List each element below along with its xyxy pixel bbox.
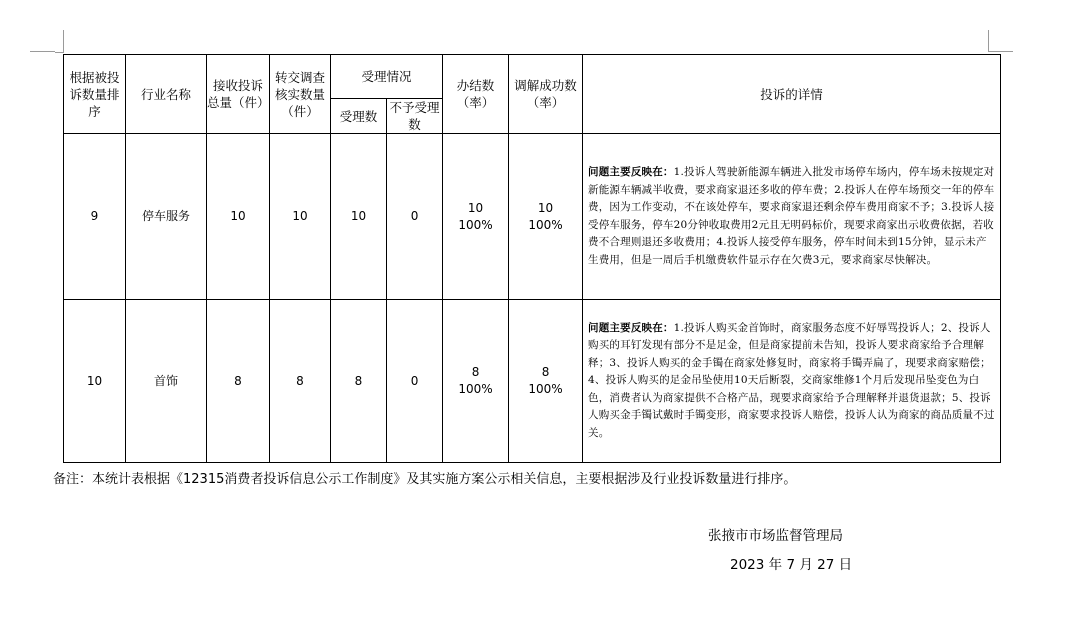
cell-received: 8 [207, 300, 270, 463]
detail-lead: 问题主要反映在： [588, 166, 674, 178]
table-row [64, 134, 1001, 300]
closed-count: 10 [467, 200, 484, 215]
page-corner-mark-left-horizontal [30, 51, 55, 53]
issuing-organization: 张掖市市场监督管理局 [708, 528, 843, 544]
page-corner-mark-right [988, 30, 990, 52]
cell-not-accepted: 0 [387, 134, 443, 300]
header-details: 投诉的详情 [583, 55, 1001, 134]
cell-not-accepted: 0 [387, 300, 443, 463]
detail-lead: 问题主要反映在： [588, 321, 674, 334]
cell-industry: 停车服务 [126, 134, 207, 300]
header-received: 接收投诉总量（件） [207, 55, 270, 134]
cell-rank: 10 [64, 300, 126, 463]
cell-received: 10 [207, 134, 270, 300]
closed-count: 8 [471, 365, 480, 379]
cell-closed [443, 300, 509, 463]
closed-rate: 100% [458, 217, 493, 232]
mediated-rate: 100% [528, 382, 563, 396]
cell-accepted: 10 [331, 134, 387, 300]
cell-transferred: 10 [270, 134, 331, 300]
table-row [64, 300, 1001, 463]
issue-date: 2023 年 7 月 27 日 [730, 557, 853, 573]
cell-mediated [509, 300, 583, 463]
mediated-rate: 100% [528, 217, 563, 232]
table-note: 备注：本统计表根据《12315消费者投诉信息公示工作制度》及其实施方案公示相关信息，主要根据涉及行业投诉数量进行排序。 [53, 472, 797, 487]
complaint-statistics-table [63, 54, 1001, 463]
cell-detail [583, 300, 1001, 463]
header-mediated: 调解成功数（率） [509, 55, 583, 134]
header-closed: 办结数（率） [443, 55, 509, 134]
cell-industry: 首饰 [126, 300, 207, 463]
cell-accepted: 8 [331, 300, 387, 463]
mediated-count: 8 [541, 365, 550, 379]
detail-text: 1.投诉人驾驶新能源车辆进入批发市场停车场内，停车场未按规定对新能源车辆减半收费，要求商家退还多收的停车费；2.投诉人在停车场预交一年的停车费，因为工作变动，不在该处停车，要求商家退还剩余停车费用商家不予；3.投诉人接受停车服务，停车20分钟收取费用2元且无明码标价，现要求商家出示收费依据，若收费不合理则退还多收费用；4.投诉人接受停车服务，停车时间未到15分钟，显示未产生费用，但是一周后手机缴费软件显示存在欠费3元，要求商家尽快解决。 [588, 166, 995, 266]
page-corner-mark-left [55, 30, 64, 53]
cell-rank: 9 [64, 134, 126, 300]
cell-closed [443, 134, 509, 300]
cell-mediated [509, 134, 583, 300]
header-accepted: 受理数 [331, 99, 387, 134]
closed-rate: 100% [458, 382, 493, 396]
header-industry: 行业名称 [126, 55, 207, 134]
detail-text: 1.投诉人购买金首饰时，商家服务态度不好辱骂投诉人；2、投诉人购买的耳钉发现有部分不是足金，但是商家提前未告知，投诉人要求商家给予合理解释；3、投诉人购买的金手镯在商家处修复时，商家将手镯弄扁了，现要求商家赔偿；4、投诉人购买的足金吊坠使用10天后断裂，交商家维修1个月后发现吊坠变色为白色，消费者认为商家提供不合格产品，现要求商家给予合理解释并退货退款；5、投诉人购买金手镯试戴时手镯变形，商家要求投诉人赔偿，投诉人认为商家的商品质量不过关。 [588, 321, 995, 439]
mediated-count: 10 [537, 200, 554, 215]
cell-detail [583, 134, 1001, 300]
header-transferred: 转交调查核实数量（件） [270, 55, 331, 134]
header-not-accepted: 不予受理数 [387, 99, 443, 134]
cell-transferred: 8 [270, 300, 331, 463]
header-acceptance: 受理情况 [331, 55, 443, 99]
page-corner-mark-right-horizontal [988, 51, 1013, 53]
header-rank: 根据被投诉数量排序 [64, 55, 126, 134]
